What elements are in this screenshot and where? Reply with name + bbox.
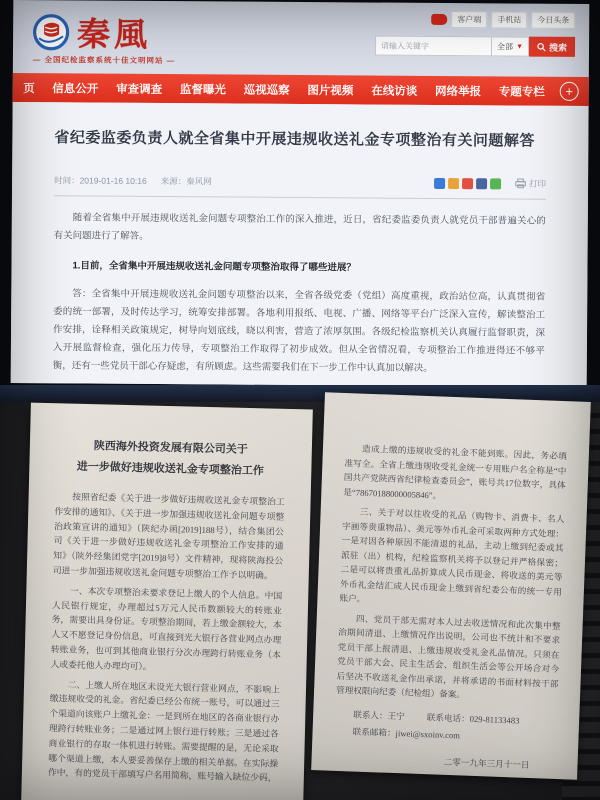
- search-icon: [537, 42, 546, 51]
- document-title-line-2: 进一步做好违规收送礼金专项整治工作: [76, 460, 264, 478]
- document-paragraph: 造成上缴的违规收受的礼金不能到账。因此，务必填准写全。全省上缴违规收受礼金统一专用账户名全称是“中国共产党陕西省纪律检查委员会”，账号共17位数字，具体是“78670188000005846”。: [343, 443, 568, 501]
- document-paragraph: 一、本次专项整治未要求登记上缴人的个人信息。中国人民银行规定，办理超过5万元人民币数额较大的转账业务，需要出具身份证。专项整治期间，若上缴金额较大，本人又不愿登记身份信息，可直接到光大银行各营业网点办理转账业务，也可到其他商业银行分次办理跨行转账业务（本人或委托他人办理均可）。: [50, 585, 283, 672]
- nav-item-online-interview[interactable]: 在线访谈: [371, 84, 418, 98]
- site-header: [13, 0, 589, 77]
- print-button[interactable]: [515, 178, 546, 190]
- share-qq-icon[interactable]: [434, 177, 445, 188]
- document-paragraph: 二、上缴人所在地区未设光大银行营业网点，不影响上缴违规收受的礼金。省纪委已经公布统一账号，可以通过三个渠道向该账户上缴礼金：一是到所在地区的各商业银行办理跨行转账业务；二是通过网上银行进行转账；三是通过各商业银行的存取一体机进行转账。需要提醒的是，无论采取哪个渠道上缴，本人要妥善保存上缴的相关单据。在实际操作中，有的党员干部填写户名用简称，账号输入缺位少码，: [47, 679, 281, 784]
- browser-viewport: [11, 0, 590, 387]
- nav-item-inspection[interactable]: 巡视巡察: [243, 84, 290, 97]
- document-right-page: [311, 392, 591, 779]
- article-source: 来源：秦风网: [160, 176, 212, 187]
- contact-phone: 联系电话：029-81133483: [426, 711, 520, 726]
- site-logo[interactable]: [31, 8, 151, 56]
- top-link-client[interactable]: 客户端: [451, 11, 487, 28]
- chevron-down-icon: ▼: [516, 43, 524, 51]
- share-tencent-weibo-icon[interactable]: [476, 178, 487, 189]
- document-date: 二零一九年三月十一日: [443, 756, 530, 770]
- article-paragraph-intro: 随着全省集中开展违规收送礼金问题专项整治工作的深入推进，近日，省纪委监委负责人就党员干部普遍关心的有关问题进行了解答。: [53, 213, 546, 242]
- search-bar: [375, 36, 575, 57]
- top-link-mobile[interactable]: 手机站: [491, 11, 527, 28]
- document-body: [48, 489, 285, 786]
- nav-item-photos-videos[interactable]: 图片视频: [307, 84, 354, 97]
- quick-links: [375, 11, 575, 29]
- document-paragraph: 三、关于对以往收受的礼品（购物卡、消费卡、名人字画等贵重物品）、美元等外币礼金可采取两种方式处理：一是对因各种原因不能清退的礼品，主动上缴到纪委或其派驻（出）机构，纪检监察机关将予以登记并严格保密；二是可以将贵重礼品折算成人民币现金、将收送的美元等外币礼金结汇成人民币现金上缴到省纪委公布的统一专用账户。: [339, 506, 565, 604]
- article-question-1: 1.目前，全省集中开展违规收送礼金问题专项整治取得了哪些进展？: [72, 260, 356, 274]
- document-left-page: [21, 403, 313, 800]
- search-button-label: 搜索: [548, 42, 568, 53]
- nav-item-information[interactable]: 信息公开: [52, 82, 99, 96]
- search-button[interactable]: [529, 37, 575, 57]
- nav-item-special-columns[interactable]: 专题专栏: [498, 85, 545, 99]
- contact-email: 联系邮箱：jiwei@sxoinv.com: [352, 725, 461, 740]
- share-weibo-icon[interactable]: [462, 178, 473, 189]
- document-contact-row: [335, 707, 557, 727]
- search-category-dropdown[interactable]: [491, 36, 529, 56]
- search-input[interactable]: [375, 36, 491, 57]
- document-title-line-1: 陕西海外投资发展有限公司关于: [93, 440, 248, 456]
- article-answer-1: 答：全省集中开展违规收送礼金问题专项整治以来，全省各级党委（党组）高度重视，政治站位高，认真贯彻省委的统一部署，及时传达学习，统筹安排部署。各地利用报纸、电视、广播、网络等平台广泛深入宣传，解读整治工作安排，诠释相关政策规定，树导向划底线，晓以利害，营造了浓厚氛围。各级纪检监察机关认真履行监督职责，深入开展监督检查，强化压力传导，专项整治工作取得了初步成效。但从全省情况看，专项整治工作推进得还不够平衡，还有一些党员干部心存疑虑，有所顾虑。这些需要我们在下一步工作中认真加以解决。: [52, 289, 546, 374]
- contact-person: 联系人：王宁: [353, 709, 405, 721]
- document-paragraph: 按照省纪委《关于进一步做好违规收送礼金专项整治工作安排的通知》、《关于进一步加强违规收送礼金问题专项整治政策宣讲的通知》（陕纪办函[2019]188号），结合集团公司《关于进一步做好违规收送礼金专项整治工作安排的通知》（陕外经集团党字[2019]8号）文件精神，现将陕海投公司进一步加强违规收送礼金问题专项整治工作予以明确。: [52, 491, 285, 581]
- divider: [54, 195, 546, 199]
- nav-item-home[interactable]: 页: [23, 82, 35, 95]
- article-meta: [54, 174, 546, 189]
- app-badge-icon[interactable]: [431, 14, 447, 25]
- site-logo-text: 秦風: [76, 17, 152, 54]
- share-bar: [434, 177, 501, 188]
- site-tagline: — 全国纪检监察系统十佳文明网站 —: [32, 55, 176, 66]
- nav-item-online-report[interactable]: 网络举报: [434, 85, 482, 98]
- nav-item-supervision-exposure[interactable]: 监督曝光: [179, 83, 226, 96]
- document-paragraph: 四、党员干部无需对本人过去收送情况和此次集中整治期间清退、上缴情况作出说明，公司也不统计和不要求党员干部上报清退、上缴违规收受礼金礼品情况。只须在党员干部大会、民主生活会、组织生活会等公开场合对今后坚决不收送礼金作出承诺，并将承诺的书面材料按干部管理权限向纪委（纪检组）备案。: [335, 613, 561, 700]
- article-time: 时间：2019-01-16 10:16: [54, 175, 147, 186]
- main-navigation: [13, 73, 589, 106]
- article-title: 省纪委监委负责人就全省集中开展违规收送礼金专项整治有关问题解答: [54, 129, 535, 150]
- nav-more-button[interactable]: +: [560, 82, 579, 101]
- top-link-toutiao[interactable]: 今日头条: [531, 12, 575, 29]
- documents-photo-area: [0, 402, 600, 800]
- article: [11, 102, 589, 387]
- search-category-value: 全部: [497, 41, 514, 51]
- printer-icon: [515, 179, 526, 189]
- share-wechat-icon[interactable]: [490, 178, 501, 189]
- print-label: 打印: [529, 178, 547, 189]
- nav-item-investigation[interactable]: 审查调查: [116, 83, 163, 96]
- site-emblem-icon: [31, 12, 71, 52]
- header-controls: [375, 11, 575, 57]
- share-qzone-icon[interactable]: [448, 178, 459, 189]
